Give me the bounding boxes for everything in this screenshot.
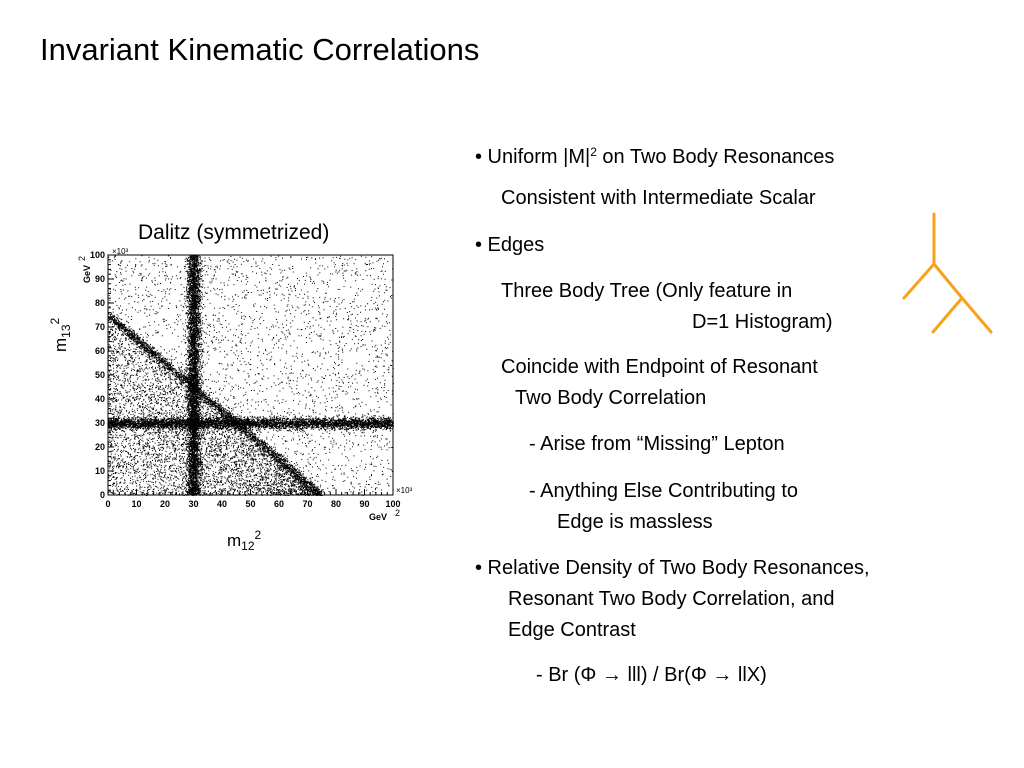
bullet-edges: • Edges [475, 234, 545, 256]
bullet-uniform: • Uniform $|M|^2$ on Two Body Resonances [475, 145, 835, 168]
x-tick-label: 20 [159, 499, 171, 509]
bullet-edges-a1: Three Body Tree (Only feature in [501, 280, 793, 302]
bullet-edges-c: - Arise from “Missing” Lepton [529, 433, 785, 455]
y-multiplier: ×10³ [112, 247, 129, 256]
x-unit: GeV [369, 512, 388, 522]
bullet-br-ratio: - Br (Φ → lll) / Br(Φ → llX) [536, 664, 767, 686]
x-unit-sup: 2 [395, 508, 401, 518]
bullet-relative-density-2: Resonant Two Body Correlation, and [508, 588, 835, 610]
bullet-edges-b1: Coincide with Endpoint of Resonant [501, 356, 818, 378]
x-tick-label: 0 [105, 499, 111, 509]
x-tick-label: 40 [216, 499, 228, 509]
dalitz-svg [60, 245, 430, 555]
dalitz-plot [60, 245, 430, 555]
x-tick-label: 80 [330, 499, 342, 509]
y-tick-label: 20 [94, 442, 105, 452]
y-tick-label: 50 [94, 370, 105, 380]
y-tick-label: 40 [94, 394, 105, 404]
y-tick-label: 60 [94, 346, 105, 356]
bullet-uniform-sub: Consistent with Intermediate Scalar [501, 187, 816, 209]
y-unit-sup: 2 [77, 255, 87, 261]
x-tick-label: 100 [385, 499, 401, 509]
bullet-relative-density: • Relative Density of Two Body Resonances, [475, 557, 870, 579]
x-tick-label: 90 [359, 499, 370, 509]
x-tick-label: 70 [302, 499, 313, 509]
x-tick-label: 10 [131, 499, 142, 509]
bullet-edges-d1: - Anything Else Contributing to [529, 480, 799, 502]
y-tick-label: 80 [94, 298, 105, 308]
y-tick-label: 90 [94, 274, 105, 284]
y-unit: GeV [82, 264, 92, 283]
plot-title: Dalitz (symmetrized) [138, 221, 330, 244]
y-tick-label: 100 [89, 250, 105, 260]
y-tick-label: 0 [99, 490, 105, 500]
bullet-relative-density-3: Edge Contrast [508, 619, 636, 641]
x-axis-label: $m_{12}^2$ [227, 528, 262, 553]
y-tick-label: 30 [94, 418, 105, 428]
three-body-tree-icon [900, 212, 995, 337]
scatter-points [108, 255, 394, 496]
x-tick-label: 50 [245, 499, 256, 509]
bullet-edges-a2: D=1 Histogram) [692, 311, 833, 333]
x-tick-label: 60 [273, 499, 285, 509]
bullet-edges-b2: Two Body Correlation [515, 387, 707, 409]
x-tick-label: 30 [188, 499, 199, 509]
slide-title: Invariant Kinematic Correlations [40, 32, 480, 67]
y-tick-label: 10 [94, 466, 105, 476]
x-multiplier: ×10³ [396, 486, 413, 495]
bullet-edges-d2: Edge is massless [557, 511, 713, 533]
y-tick-label: 70 [94, 322, 105, 332]
y-axis-label: $m_{13}^2$ [48, 317, 73, 352]
